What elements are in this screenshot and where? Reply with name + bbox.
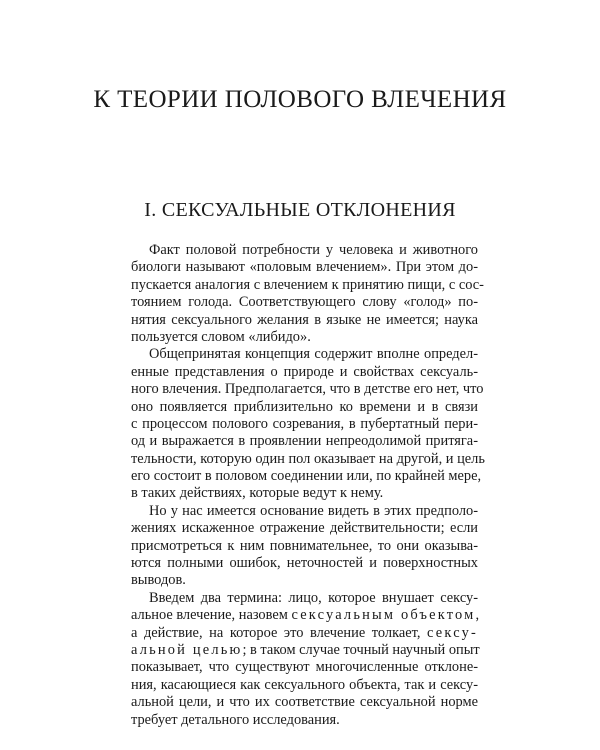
- text-line: од и выражается в проявлении непреодолимой притяга-: [131, 433, 478, 450]
- text-line: присмотреться к ним повнимательнее, то они оказыва-: [131, 537, 478, 554]
- text-line: [131, 607, 478, 624]
- text-line: [131, 712, 478, 729]
- text-line: Факт половой потребности у человека и животного: [149, 242, 478, 258]
- text-line: ются полными ошибок, неточностей и поверхностных: [131, 555, 478, 572]
- text-segment: ; в таком случае точный научный опыт: [242, 641, 480, 658]
- spaced-term: альной целью: [131, 641, 243, 658]
- text-line: тоянием голода. Соответствующего слову «голод» по-: [131, 294, 478, 311]
- text-line: [131, 590, 478, 607]
- text-line: его состоит в половом соединении или, по крайней мере,: [131, 468, 482, 485]
- spaced-term: сексу-: [427, 624, 478, 641]
- text-line: Но у нас имеется основание видеть в этих предполо-: [149, 502, 478, 519]
- text-line: в таких действиях, которые ведут к нему.: [131, 485, 384, 502]
- text-segment: альное влечение, назовем: [131, 607, 292, 624]
- text-segment: показывает, что существуют многочисленные отклоне-: [131, 659, 478, 676]
- text-line: [131, 694, 478, 711]
- text-line: ного влечения. Предполагается, что в детстве его нет, что: [131, 381, 484, 398]
- text-line: оно появляется приблизительно ко времени и в связи: [131, 398, 478, 415]
- text-segment: требует детального исследования.: [131, 711, 340, 728]
- paragraph-4: [131, 590, 478, 729]
- text-line: пускается аналогия с влечением к принятию пищи, с сос-: [131, 276, 484, 293]
- spaced-term: сексуальным объектом: [291, 607, 476, 624]
- paragraph-3: [131, 503, 478, 590]
- text-segment: Введем два термина: лицо, которое внушает сексу-: [149, 589, 478, 606]
- text-line: биологи называют «половым влечением». При этом до-: [131, 259, 478, 276]
- text-line: нятия сексуального желания в языке не имеется; наука: [131, 311, 478, 328]
- paragraph-2: [131, 346, 485, 503]
- text-line: Общепринятая концепция содержит вполне определ-: [149, 346, 478, 363]
- text-line: выводов.: [131, 572, 186, 589]
- text-segment: ния, касающиеся как сексуального объекта, так и сексу-: [131, 676, 478, 693]
- text-line: енные представления о природе и свойствах сексуаль-: [131, 363, 478, 380]
- text-line: [131, 642, 478, 659]
- text-line: [131, 659, 478, 676]
- text-line: тельности, которую один пол оказывает на другой, и цель: [131, 450, 485, 467]
- body-text: [131, 242, 485, 729]
- text-segment: альной цели, и что их соответствие сексуальной норме: [131, 694, 478, 711]
- text-line: пользуется словом «либидо».: [131, 328, 311, 345]
- text-line: [131, 677, 478, 694]
- paragraph-1: [131, 242, 484, 346]
- text-segment: ,: [475, 607, 480, 624]
- text-line: с процессом полового созревания, в пубертатный пери-: [131, 415, 478, 432]
- chapter-title: К ТЕОРИИ ПОЛОВОГО ВЛЕЧЕНИЯ: [93, 86, 507, 113]
- text-line: [131, 625, 478, 642]
- text-segment: а действие, на которое это влечение толкает,: [131, 624, 428, 641]
- section-title: I. СЕКСУАЛЬНЫЕ ОТКЛОНЕНИЯ: [144, 199, 456, 221]
- text-line: жениях искаженное отражение действительности; если: [131, 520, 478, 537]
